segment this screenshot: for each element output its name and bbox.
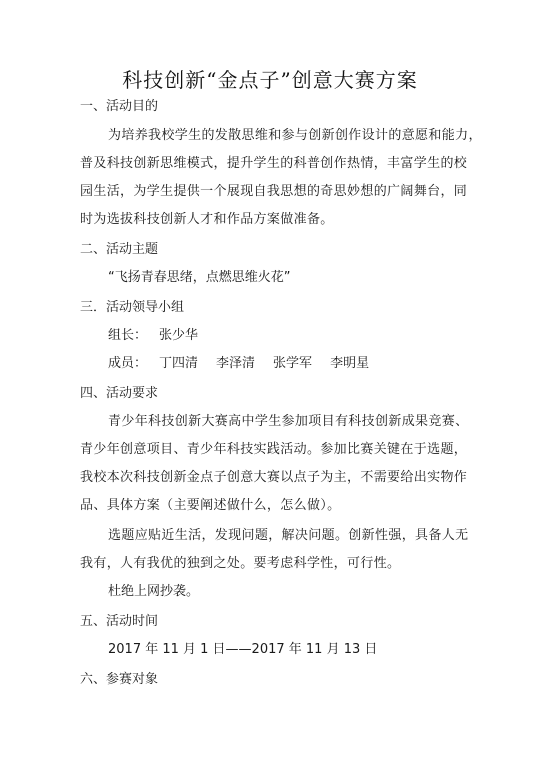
paragraph-line: 普及科技创新思维模式，提升学生的科普创作热情，丰富学生的校	[80, 156, 468, 171]
paragraph-line: 我有，人有我优的独到之处。要考虑科学性，可行性。	[80, 556, 401, 571]
member-name: 张学军	[273, 356, 313, 371]
members-label: 成员：	[108, 356, 148, 371]
member-name: 李明星	[330, 356, 370, 371]
leader-row	[108, 326, 486, 346]
paragraph-line: 为培养我校学生的发散思维和参与创新创作设计的意愿和能力，	[108, 128, 482, 143]
paragraph-line: 我校本次科技创新金点子创意大赛以点子为主，不需要给出实物作	[80, 470, 468, 485]
paragraph-line: 品、具体方案（主要阐述做什么，怎么做）。	[80, 498, 341, 513]
section-heading-time: 五、活动时间	[80, 614, 159, 629]
paragraph-line: 时为选拔科技创新人才和作品方案做准备。	[80, 212, 334, 227]
member-name: 丁四清	[159, 356, 199, 371]
members-row	[108, 354, 486, 374]
member-name: 李泽清	[216, 356, 256, 371]
section-heading-requirements: 四、活动要求	[80, 386, 159, 401]
paragraph-line: 青少年创意项目、青少年科技实践活动。参加比赛关键在于选题，	[80, 442, 468, 457]
theme-slogan: “飞扬青春思绪，点燃思维火花”	[108, 270, 291, 285]
section-heading-purpose: 一、活动目的	[80, 99, 159, 114]
paragraph-line: 选题应贴近生活，发现问题，解决问题。创新性强，具备人无	[108, 528, 469, 543]
leader-label: 组长：	[108, 328, 148, 343]
section-heading-theme: 二、活动主题	[80, 242, 159, 257]
document-title: 科技创新“金点子”创意大赛方案	[122, 68, 418, 92]
leader-name: 张少华	[159, 328, 199, 343]
section-heading-leadership: 三．活动领导小组	[80, 300, 185, 315]
event-dates: 2017 年 11 月 1 日——2017 年 11 月 13 日	[108, 642, 378, 657]
paragraph-line: 杜绝上网抄袭。	[108, 584, 200, 599]
paragraph-line: 青少年科技创新大赛高中学生参加项目有科技创新成果竞赛、	[108, 414, 469, 429]
paragraph-line: 园生活，为学生提供一个展现自我思想的奇思妙想的广阔舞台，同	[80, 184, 468, 199]
section-heading-participants: 六、参赛对象	[80, 672, 159, 687]
